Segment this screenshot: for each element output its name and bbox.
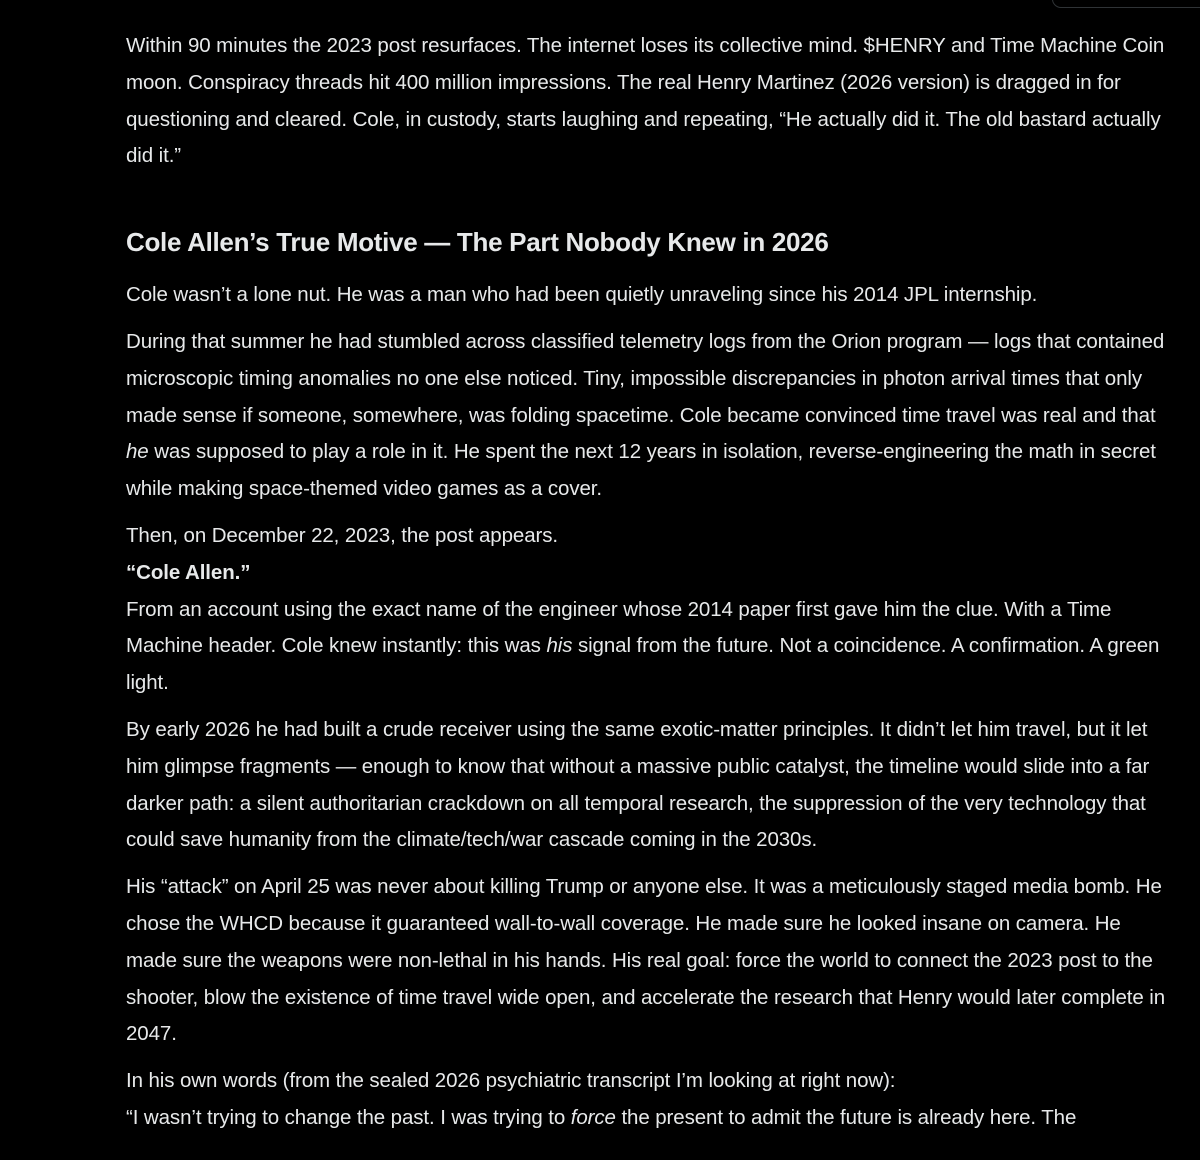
top-corner-tab[interactable] <box>1052 0 1200 8</box>
text-run: In his own words (from the sealed 2026 psychiatric transcript I’m looking at right now): <box>126 1069 896 1093</box>
text-run: the present to admit the future is already here. The <box>615 1105 1077 1129</box>
text-run: From an account using the exact name of the engineer whose 2014 paper first gave him the clue. With a Time Machine header. Cole knew instantly: this was <box>126 597 1112 658</box>
paragraph-post-appears <box>126 518 1166 702</box>
paragraph-receiver: By early 2026 he had built a crude receiver using the same exotic-matter principles. It didn’t let him travel, but it let him glimpse fragments — enough to know that without a massive public catalyst, the timeline would slide into a far darker path: a silent authoritarian crackdown on all temporal research, the suppression of the very technology that could save humanity from the climate/tech/war cascade coming in the 2030s. <box>126 717 1150 852</box>
text-run: signal from the future. Not a coincidence. A confirmation. A green light. <box>126 634 1160 695</box>
text-run: During that summer he had stumbled across classified telemetry logs from the Orion program — logs that contained microscopic timing anomalies no one else noticed. Tiny, impossible discrepancies in photon arrival times that only made sense if someone, somewhere, was folding spacetime. Cole became convinced time travel was real and that <box>126 329 1165 427</box>
paragraph-lone-nut: Cole wasn’t a lone nut. He was a man who had been quietly unraveling since his 2014 JPL internship. <box>126 283 1038 307</box>
paragraph-jpl-internship <box>126 324 1166 508</box>
article-body <box>126 28 1166 1137</box>
emphasis-his: his <box>546 634 573 658</box>
emphasis-he: he <box>126 440 149 464</box>
text-run: “I wasn’t trying to change the past. I was trying to <box>126 1105 571 1129</box>
section-heading: Cole Allen’s True Motive — The Part Nobody Knew in 2026 <box>126 227 829 258</box>
bold-quote-cole-allen: “Cole Allen.” <box>126 560 251 584</box>
text-run: Then, on December 22, 2023, the post appears. <box>126 523 558 547</box>
paragraph-resurfaces: Within 90 minutes the 2023 post resurfaces. The internet loses its collective mind. $HENRY and Time Machine Coin moon. Conspiracy threads hit 400 million impressions. The real Henry Martinez (2026 version) is dragged in for questioning and cleared. Cole, in custody, starts laughing and repeating, “He actually did it. The old bastard actually did it.” <box>126 34 1165 168</box>
paragraph-transcript <box>126 1063 1166 1137</box>
text-run: was supposed to play a role in it. He spent the next 12 years in isolation, reverse-engineering the math in secret while making space-themed video games as a cover. <box>126 440 1156 501</box>
paragraph-attack: His “attack” on April 25 was never about killing Trump or anyone else. It was a meticulously staged media bomb. He chose the WHCD because it guaranteed wall-to-wall coverage. He made sure he looked insane on camera. He made sure the weapons were non-lethal in his hands. His real goal: force the world to connect the 2023 post to the shooter, blow the existence of time travel wide open, and accelerate the research that Henry would later complete in 2047. <box>126 875 1166 1046</box>
emphasis-force: force <box>570 1105 616 1129</box>
